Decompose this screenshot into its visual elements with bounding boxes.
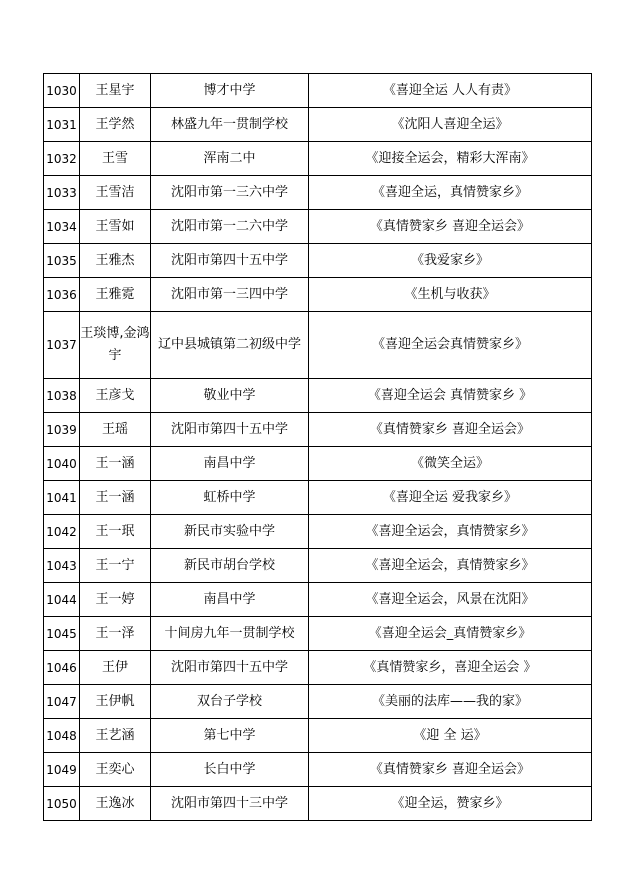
school-name-cell: 辽中县城镇第二初级中学 [151,312,309,379]
student-name-cell: 王一婷 [80,583,151,617]
work-title-cell: 《沈阳人喜迎全运》 [309,108,592,142]
school-name-cell: 敬业中学 [151,379,309,413]
work-title-cell: 《喜迎全运会 真情赞家乡 》 [309,379,592,413]
entry-number-cell: 1045 [44,617,80,651]
table-row [44,379,592,413]
school-name-cell: 沈阳市第四十五中学 [151,244,309,278]
school-name-cell: 沈阳市第四十五中学 [151,413,309,447]
work-title-cell: 《喜迎全运 人人有责》 [309,74,592,108]
student-name-cell: 王雪 [80,142,151,176]
work-title-cell: 《真情赞家乡 喜迎全运会》 [309,210,592,244]
school-name-cell: 沈阳市第一三四中学 [151,278,309,312]
student-name-cell: 王一涵 [80,447,151,481]
school-name-cell: 南昌中学 [151,583,309,617]
work-title-cell: 《迎全运，赞家乡》 [309,787,592,821]
school-name-cell: 双台子学校 [151,685,309,719]
entry-number-cell: 1050 [44,787,80,821]
school-name-cell: 沈阳市第一二六中学 [151,210,309,244]
school-name-cell: 博才中学 [151,74,309,108]
school-name-cell: 南昌中学 [151,447,309,481]
entry-number-cell: 1034 [44,210,80,244]
student-name-cell: 王一涵 [80,481,151,515]
table-row [44,685,592,719]
student-name-cell: 王学然 [80,108,151,142]
table-row [44,447,592,481]
student-name-cell: 王瑶 [80,413,151,447]
entry-number-cell: 1031 [44,108,80,142]
entry-number-cell: 1035 [44,244,80,278]
table-row [44,719,592,753]
student-name-cell: 王奕心 [80,753,151,787]
student-name-cell: 王伊帆 [80,685,151,719]
student-name-cell: 王星宇 [80,74,151,108]
school-name-cell: 沈阳市第一三六中学 [151,176,309,210]
entry-number-cell: 1044 [44,583,80,617]
entry-number-cell: 1042 [44,515,80,549]
work-title-cell: 《喜迎全运，真情赞家乡》 [309,176,592,210]
work-title-cell: 《喜迎全运会，真情赞家乡》 [309,515,592,549]
table-row [44,244,592,278]
entry-number-cell: 1041 [44,481,80,515]
school-name-cell: 虹桥中学 [151,481,309,515]
table-row [44,176,592,210]
student-name-cell: 王一泽 [80,617,151,651]
entry-table [43,73,592,821]
table-row [44,787,592,821]
entry-number-cell: 1047 [44,685,80,719]
school-name-cell: 长白中学 [151,753,309,787]
school-name-cell: 沈阳市第四十三中学 [151,787,309,821]
student-name-cell: 王伊 [80,651,151,685]
table-row [44,549,592,583]
work-title-cell: 《喜迎全运会，风景在沈阳》 [309,583,592,617]
work-title-cell: 《生机与收获》 [309,278,592,312]
table-row [44,312,592,379]
student-name-cell: 王一宁 [80,549,151,583]
entry-number-cell: 1036 [44,278,80,312]
student-name-cell: 王逸冰 [80,787,151,821]
work-title-cell: 《微笑全运》 [309,447,592,481]
student-name-cell: 王一珉 [80,515,151,549]
work-title-cell: 《真情赞家乡 喜迎全运会》 [309,413,592,447]
work-title-cell: 《喜迎全运会真情赞家乡》 [309,312,592,379]
entry-number-cell: 1038 [44,379,80,413]
table-row [44,583,592,617]
entry-number-cell: 1039 [44,413,80,447]
table-row [44,142,592,176]
table-row [44,617,592,651]
student-name-cell: 王雅霓 [80,278,151,312]
work-title-cell: 《真情赞家乡，喜迎全运会 》 [309,651,592,685]
school-name-cell: 浑南二中 [151,142,309,176]
entry-number-cell: 1030 [44,74,80,108]
table-row [44,481,592,515]
table-row [44,413,592,447]
entry-number-cell: 1032 [44,142,80,176]
entry-table-body [44,74,592,821]
school-name-cell: 林盛九年一贯制学校 [151,108,309,142]
work-title-cell: 《迎接全运会，精彩大浑南》 [309,142,592,176]
school-name-cell: 新民市实验中学 [151,515,309,549]
entry-number-cell: 1040 [44,447,80,481]
table-row [44,753,592,787]
student-name-cell: 王彦戈 [80,379,151,413]
table-row [44,651,592,685]
table-row [44,515,592,549]
work-title-cell: 《喜迎全运 爱我家乡》 [309,481,592,515]
work-title-cell: 《迎 全 运》 [309,719,592,753]
entry-number-cell: 1037 [44,312,80,379]
entry-number-cell: 1033 [44,176,80,210]
entry-number-cell: 1043 [44,549,80,583]
school-name-cell: 沈阳市第四十五中学 [151,651,309,685]
school-name-cell: 十间房九年一贯制学校 [151,617,309,651]
table-row [44,210,592,244]
entry-number-cell: 1048 [44,719,80,753]
entry-number-cell: 1046 [44,651,80,685]
work-title-cell: 《美丽的法库——我的家》 [309,685,592,719]
work-title-cell: 《喜迎全运会，真情赞家乡》 [309,549,592,583]
table-row [44,74,592,108]
school-name-cell: 第七中学 [151,719,309,753]
work-title-cell: 《我爱家乡》 [309,244,592,278]
table-row [44,278,592,312]
table-row [44,108,592,142]
student-name-cell: 王艺涵 [80,719,151,753]
student-name-cell: 王雪如 [80,210,151,244]
student-name-cell: 王琰博,金鸿宇 [80,312,151,379]
work-title-cell: 《喜迎全运会_真情赞家乡》 [309,617,592,651]
student-name-cell: 王雪洁 [80,176,151,210]
school-name-cell: 新民市胡台学校 [151,549,309,583]
entry-number-cell: 1049 [44,753,80,787]
student-name-cell: 王雅杰 [80,244,151,278]
work-title-cell: 《真情赞家乡 喜迎全运会》 [309,753,592,787]
